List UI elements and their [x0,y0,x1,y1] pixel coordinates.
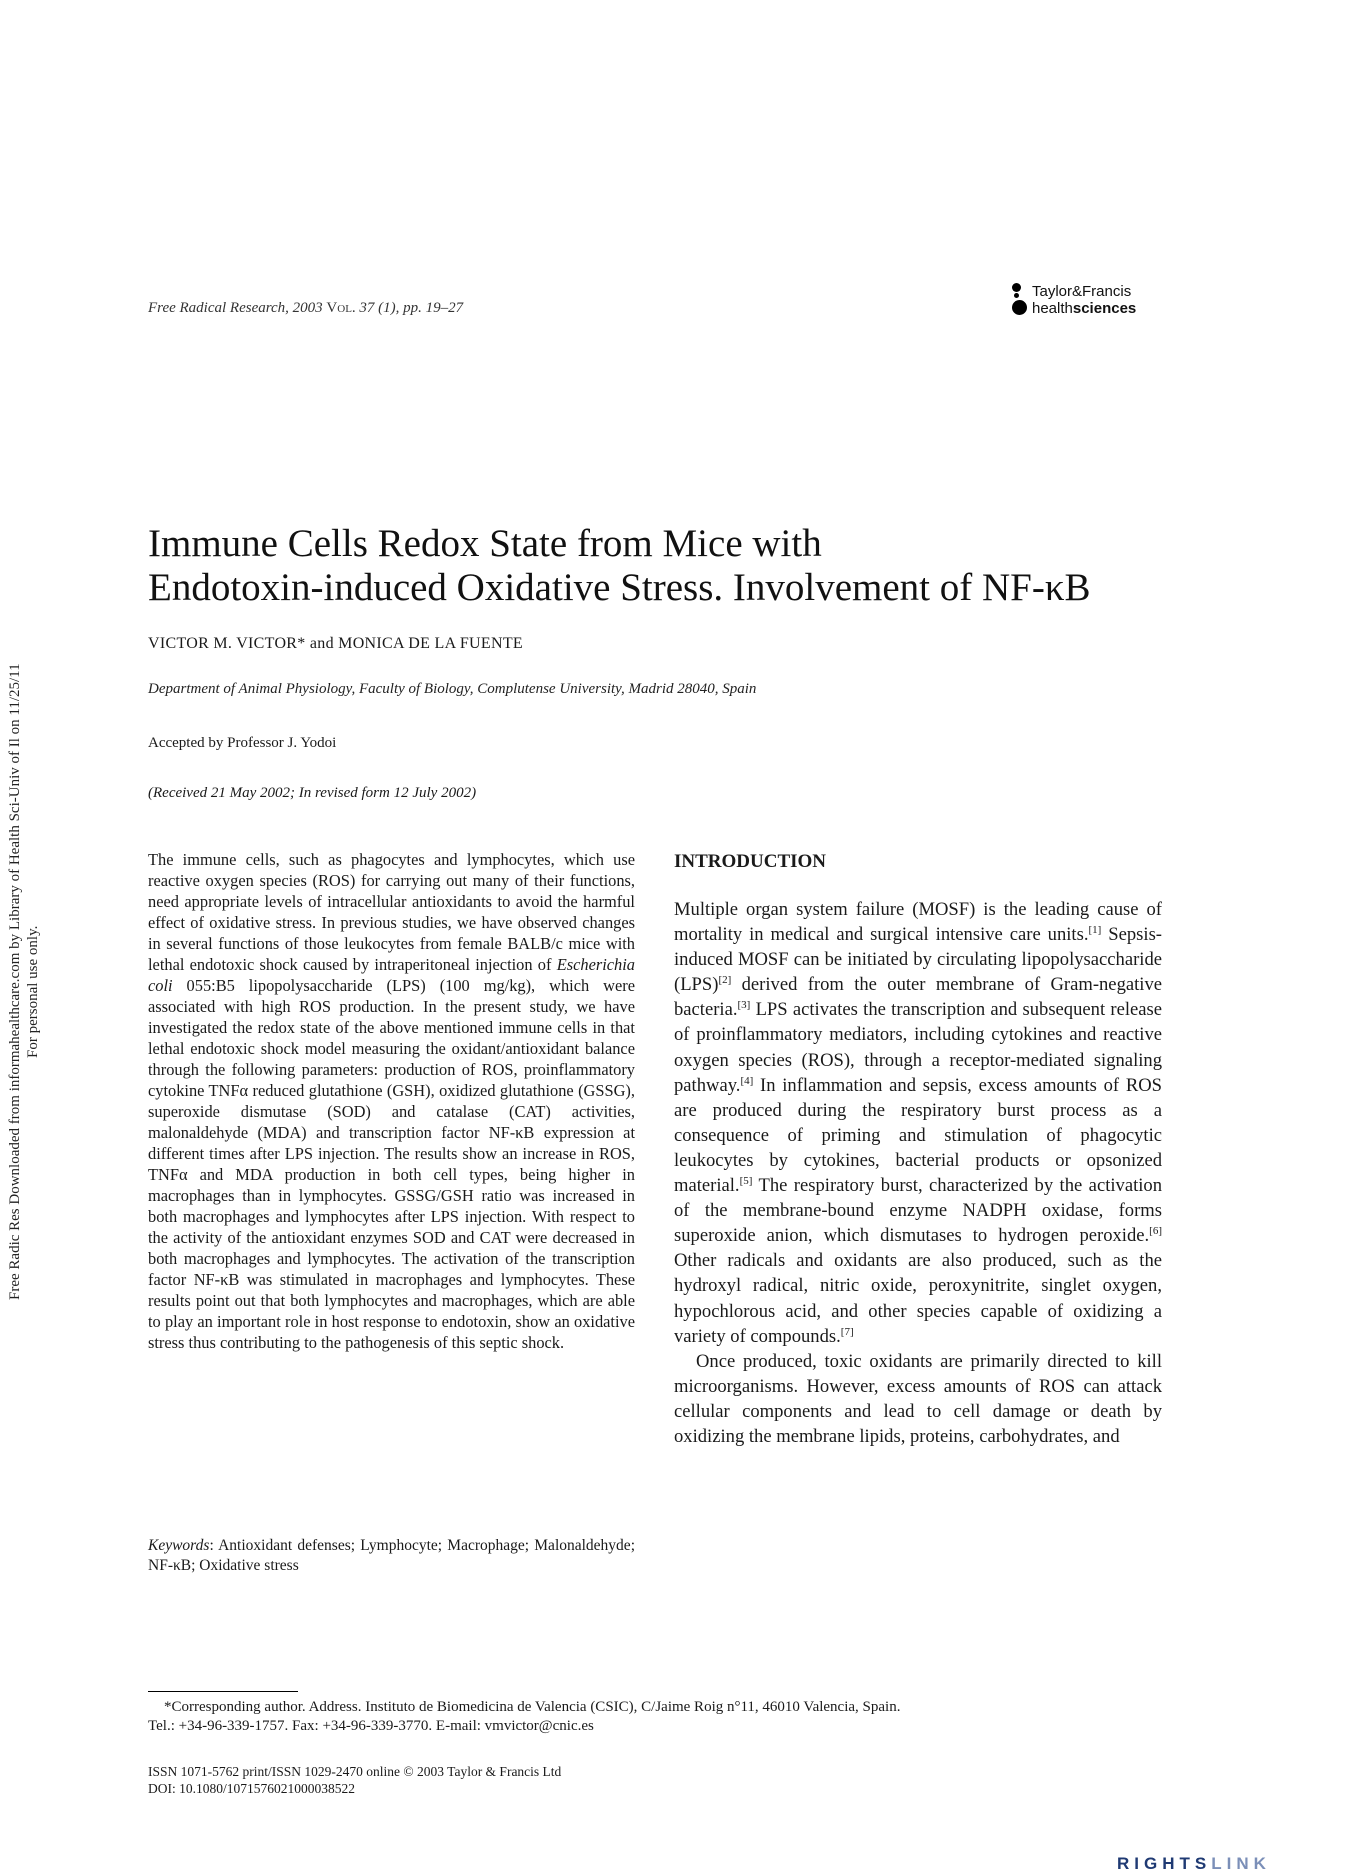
volume-label: Vol. [326,300,356,316]
abstract-text-1: The immune cells, such as phagocytes and lymphocytes, which use reactive oxygen species (ROS) for carrying out many of their functions, need appropriate levels of intracellular antioxidants to avoid the harmful effect of oxidative stress. In previous studies, we have observed changes in several functions of those leukocytes from female BALB/c mice with lethal endotoxic shock caused by intraperitoneal injection of [148,850,635,974]
logo-dot-icon [1012,283,1021,292]
abstract [148,849,635,1353]
issn: ISSN 1071-5762 print/ISSN 1029-2470 online © 2003 Taylor & Francis Ltd [148,1764,562,1779]
intro-text: Multiple organ system failure (MOSF) is the leading cause of mortality in medical and surgical intensive care units. [674,899,1162,946]
side-note-line2: For personal use only. [25,925,41,1058]
publisher-subname [1032,300,1136,317]
citation-ref[interactable]: [5] [739,1174,753,1187]
accepted-by: Accepted by Professor J. Yodoi [148,735,337,751]
rightslink-logo[interactable] [1117,1854,1271,1874]
corresponding-author-footnote [148,1698,1168,1736]
introduction-heading: INTRODUCTION [674,851,827,872]
intro-text: derived from the outer membrane of Gram-negative bacteria. [674,974,1162,1021]
abstract-text-2: 055:B5 lipopolysaccharide (LPS) (100 mg/kg), which were associated with high ROS production. In the present study, we have investigated the redox state of the above mentioned immune cells in that lethal endotoxic shock model measuring the oxidant/antioxidant balance through the following parameters: production of ROS, proinflammatory cytokine TNFα reduced glutathione (GSH), oxidized glutathione (GSSG), superoxide dismutase (SOD) and catalase (CAT) activities, malonaldehyde (MDA) and transcription factor NF-κB expression at different times after LPS injection. The results show an increase in ROS, TNFα and MDA production in both cell types, being higher in macrophages than in lymphocytes. GSSG/GSH ratio was increased in both macrophages and lymphocytes after LPS injection. With respect to the activity of the antioxidant enzymes SOD and CAT were decreased in both macrophages and lymphocytes. The activation of the transcription factor NF-κB was stimulated in macrophages and lymphocytes. These results point out that both lymphocytes and macrophages, which are able to play an important role in host response to endotoxin, show an oxidative stress thus contributing to the pathogenesis of this septic shock. [148,976,635,1352]
footnote-contact: Tel.: +34-96-339-1757. Fax: +34-96-339-3770. E-mail: vmvictor@cnic.es [148,1718,594,1734]
citation-ref[interactable]: [4] [740,1074,754,1087]
citation-ref[interactable]: [7] [840,1325,854,1338]
doi[interactable]: DOI: 10.1080/1071576021000038522 [148,1781,355,1796]
logo-dot-icon [1014,293,1019,298]
footnote-divider [148,1691,298,1692]
citation-ref[interactable]: [3] [737,999,751,1012]
journal-citation [148,300,463,317]
issn-doi [148,1763,561,1797]
affiliation: Department of Animal Physiology, Faculty of Biology, Complutense University, Madrid 28040, Spain [148,681,757,697]
received-dates: (Received 21 May 2002; In revised form 12 July 2002) [148,785,477,801]
citation-ref[interactable]: [6] [1149,1225,1162,1238]
intro-text: Sepsis-induced MOSF can be initiated by circulating lipopolysaccharide (LPS) [674,924,1162,996]
rightslink-text-a: RIGHTS [1117,1854,1212,1873]
journal-year: , 2003 [285,300,327,316]
rightslink-text-b: LINK [1211,1854,1271,1873]
keywords [148,1536,635,1576]
intro-paragraph-1 [674,897,1162,1349]
article-title [148,522,1188,610]
publisher-subname-a: health [1032,300,1073,317]
intro-text: The respiratory burst, characterized by the activation of the membrane-bound enzyme NADPH oxidase, forms superoxide anion, which dismutases to hydrogen peroxide. [674,1175,1162,1247]
intro-text: Other radicals and oxidants are also produced, such as the hydroxyl radical, nitric oxide, peroxynitrite, singlet oxygen, hypochlorous acid, and other species capable of oxidizing a variety of compounds. [674,1250,1162,1347]
volume-pages: 37 (1), pp. 19–27 [355,300,464,316]
publisher-name: Taylor&Francis [1032,283,1132,300]
publisher-logo [1012,283,1172,319]
journal-name: Free Radical Research [148,300,286,316]
side-note-line1: Free Radic Res Downloaded from informahealthcare.com by Library of Health Sci-Univ of Il on 11/25/11 [7,663,23,1300]
intro-text: LPS activates the transcription and subsequent release of proinflammatory mediators, including cytokines and reactive oxygen species (ROS), through a receptor-mediated signaling pathway. [674,999,1162,1096]
footnote-address: *Corresponding author. Address. Instituto de Biomedicina de Valencia (CSIC), C/Jaime Roig n°11, 46010 Valencia, Spain. [164,1699,901,1715]
authors: VICTOR M. VICTOR* and MONICA DE LA FUENTE [148,635,523,652]
keywords-list: : Antioxidant defenses; Lymphocyte; Macrophage; Malonaldehyde; NF-κB; Oxidative stress [148,1537,635,1574]
citation-ref[interactable]: [2] [718,974,732,987]
introduction-body [674,897,1162,1449]
publisher-subname-b: sciences [1072,300,1137,317]
keywords-label: Keywords [148,1537,210,1554]
logo-dot-icon [1012,300,1027,315]
title-line1: Immune Cells Redox State from Mice with [148,522,822,565]
intro-paragraph-2: Once produced, toxic oxidants are primarily directed to kill microorganisms. However, excess amounts of ROS can attack cellular components and lead to cell damage or death by oxidizing the membrane lipids, proteins, carbohydrates, and [674,1350,1162,1447]
abstract-species: Escherichia coli [148,955,635,995]
title-line2: Endotoxin-induced Oxidative Stress. Involvement of NF-κB [148,566,1091,609]
intro-text: In inflammation and sepsis, excess amounts of ROS are produced during the respiratory burst process as a consequence of priming and stimulation of phagocytic leukocytes by cytokines, bacterial products or opsonized material. [674,1074,1162,1197]
citation-ref[interactable]: [1] [1088,923,1102,936]
